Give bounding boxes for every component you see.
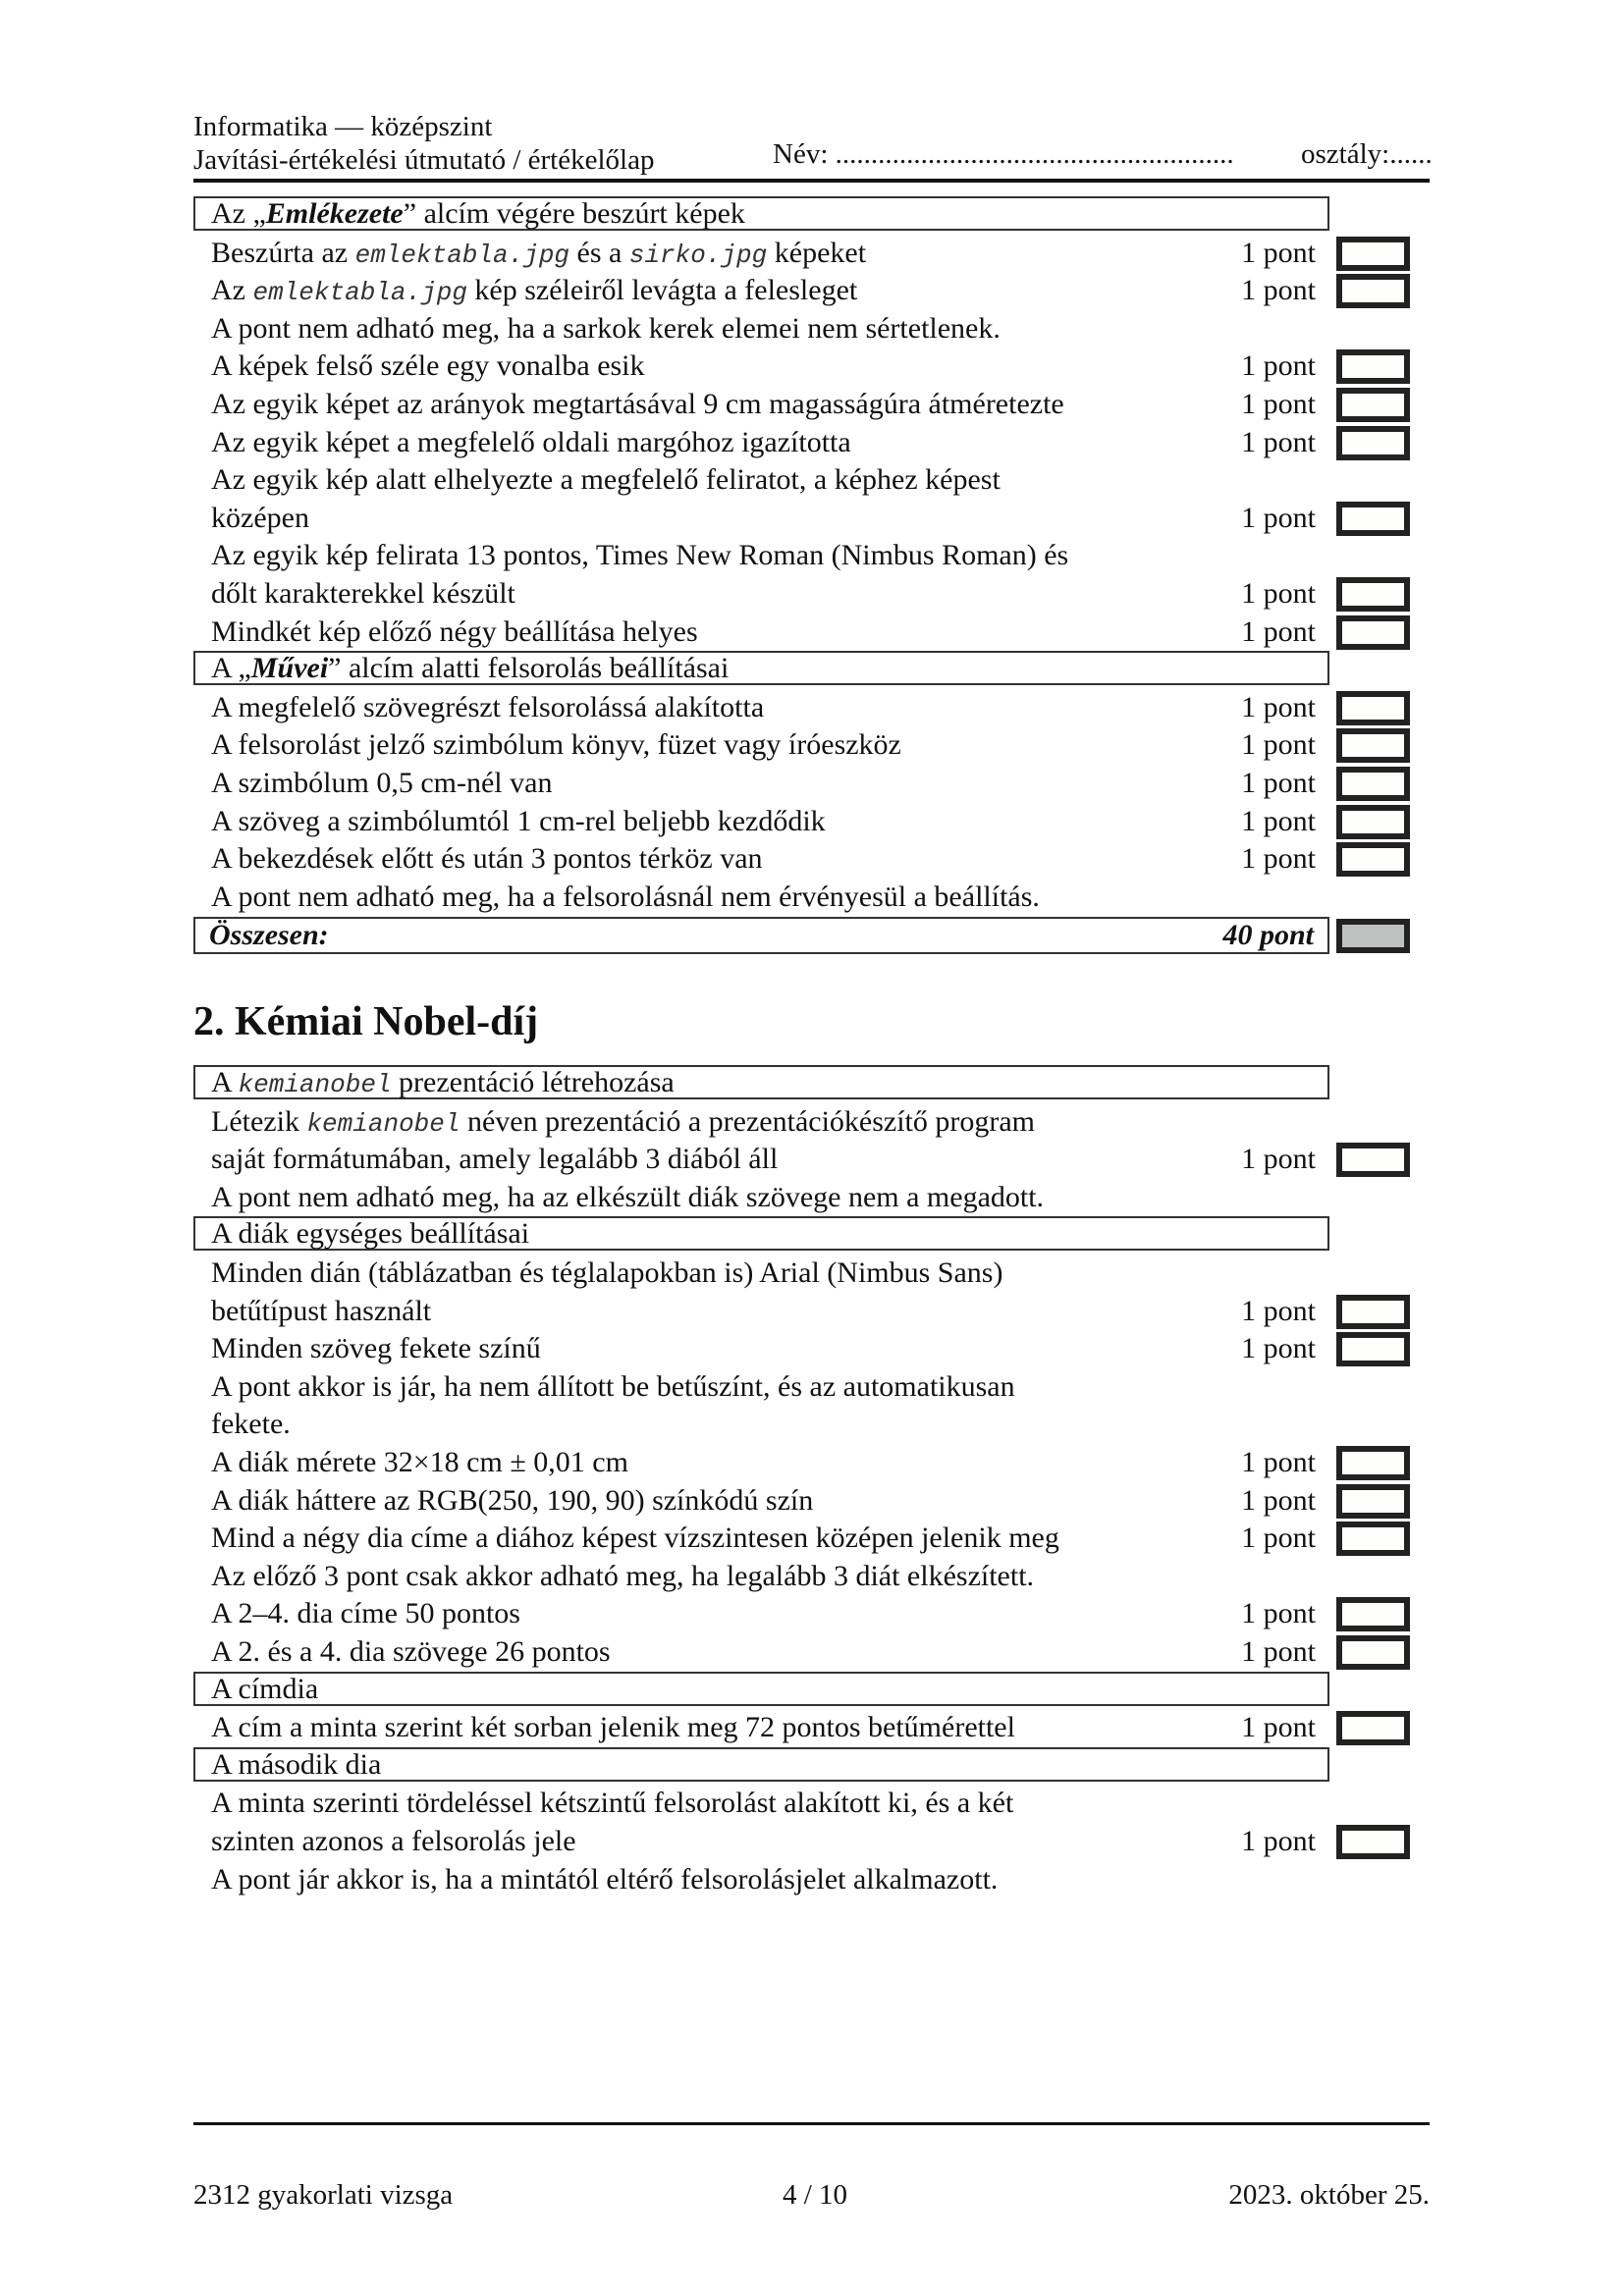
section-header — [193, 1747, 1329, 1782]
text: Az „ — [211, 197, 266, 230]
criterion-text — [211, 1785, 1321, 1822]
text: Az egyik kép alatt elhelyezte a megfelelő feliratot, a képhez képest — [211, 463, 1001, 497]
text: A megfelelő szövegrészt felsorolássá alakította — [211, 690, 765, 723]
criterion-text — [211, 537, 1321, 574]
criterion-text — [211, 1558, 1321, 1595]
section-header — [193, 651, 1329, 685]
text: fekete. — [211, 1408, 291, 1441]
criterion-text — [211, 1255, 1321, 1292]
footer-rule — [193, 2122, 1430, 2125]
text: prezentáció létrehozása — [391, 1066, 675, 1098]
criterion-text — [211, 575, 1321, 613]
score-box[interactable] — [1336, 1143, 1410, 1177]
text: A „ — [211, 652, 251, 685]
subtitle-name: Művei — [250, 652, 329, 685]
criterion-text — [211, 1823, 1321, 1860]
criterion-text — [211, 1520, 1321, 1557]
points-label: 1 pont — [1241, 1332, 1316, 1365]
score-box[interactable] — [1336, 615, 1410, 650]
score-box[interactable] — [1336, 1522, 1410, 1556]
text: A pont nem adható meg, ha a felsorolásnál nem érvényesül a beállítás. — [211, 880, 1040, 913]
text: A diák egységes beállításai — [211, 1217, 530, 1251]
points-label: 1 pont — [1241, 349, 1316, 383]
score-box[interactable] — [1336, 767, 1410, 801]
criterion-text — [211, 1709, 1321, 1746]
text: szinten azonos a felsorolás jele — [211, 1825, 576, 1857]
criterion-text — [211, 803, 1321, 840]
text: A pont jár akkor is, ha a mintától eltérő felsorolásjelet alkalmazott. — [211, 1862, 999, 1896]
text: A minta szerinti tördeléssel kétszintű felsorolást alakított ki, és a két — [211, 1787, 1014, 1820]
score-box[interactable] — [1336, 1635, 1410, 1670]
text: Mind a négy dia címe a diához képest vízszintesen középen jelenik meg — [211, 1522, 1059, 1555]
text: A pont nem adható meg, ha az elkészült diák szövege nem a megadott. — [211, 1180, 1045, 1213]
points-label: 1 pont — [1241, 1483, 1316, 1517]
section-heading: 2. Kémiai Nobel-díj — [193, 999, 539, 1044]
score-box[interactable] — [1336, 577, 1410, 612]
footer-page-number: 4 / 10 — [783, 2179, 848, 2211]
text: Az — [211, 274, 253, 307]
footer-date: 2023. október 25. — [1228, 2179, 1430, 2211]
footer-exam: 2312 gyakorlati vizsga — [193, 2179, 454, 2211]
total-label: Összesen: — [209, 919, 329, 952]
text: Az egyik képet a megfelelő oldali margóhoz igazította — [211, 425, 851, 458]
points-label: 1 pont — [1241, 767, 1316, 799]
filename: emlektabla.jpg — [252, 278, 467, 308]
score-box[interactable] — [1336, 502, 1410, 536]
criterion-text — [211, 840, 1321, 878]
criterion-text — [211, 424, 1321, 461]
text: dőlt karakterekkel készült — [211, 577, 515, 610]
points-label: 1 pont — [1241, 501, 1316, 534]
text: Beszúrta az — [211, 236, 355, 269]
text: kép széleiről levágta a felesleget — [466, 274, 858, 307]
criterion-text — [211, 1444, 1321, 1481]
points-label: 1 pont — [1241, 425, 1316, 458]
text: néven prezentáció a prezentációkészítő program — [460, 1104, 1036, 1138]
score-box[interactable] — [1336, 1446, 1410, 1480]
text: A felsorolást jelző szimbólum könyv, füzet vagy íróeszköz — [211, 728, 901, 762]
section-header — [193, 196, 1329, 231]
criterion-text — [211, 1141, 1321, 1178]
criterion-text — [211, 310, 1321, 347]
criterion-text — [211, 347, 1321, 385]
text: betűtípust használt — [211, 1294, 432, 1327]
criterion-text — [211, 1330, 1321, 1367]
text: Minden szöveg fekete színű — [211, 1332, 541, 1365]
subtitle-name: Emlékezete — [265, 197, 404, 230]
section-header — [193, 1216, 1329, 1251]
score-box[interactable] — [1336, 1597, 1410, 1631]
criterion-text — [211, 1293, 1321, 1330]
criterion-text — [211, 614, 1321, 651]
points-label: 1 pont — [1241, 728, 1316, 762]
text: A 2–4. dia címe 50 pontos — [211, 1597, 520, 1630]
points-label: 1 pont — [1241, 842, 1316, 876]
score-box[interactable] — [1336, 805, 1410, 839]
points-label: 1 pont — [1241, 1711, 1316, 1744]
points-label: 1 pont — [1241, 1522, 1316, 1555]
points-label: 1 pont — [1241, 1294, 1316, 1327]
criterion-text — [211, 879, 1321, 916]
criterion-text — [211, 386, 1321, 423]
criterion-text — [211, 726, 1321, 764]
score-box[interactable] — [1336, 426, 1410, 460]
text: A — [211, 1066, 239, 1098]
filename: sirko.jpg — [628, 240, 768, 270]
text: A pont akkor is jár, ha nem állított be betűszínt, és az automatikusan — [211, 1369, 1015, 1403]
text: Az egyik képet az arányok megtartásával 9 cm magasságúra átméretezte — [211, 388, 1064, 420]
text: A cím a minta szerint két sorban jelenik meg 72 pontos betűmérettel — [211, 1711, 1015, 1744]
points-label: 1 pont — [1241, 1446, 1316, 1478]
text: saját formátumában, amely legalább 3 diából áll — [211, 1143, 779, 1176]
score-box[interactable] — [1336, 1825, 1410, 1859]
text: A címdia — [211, 1672, 319, 1705]
text: Létezik — [211, 1104, 307, 1138]
score-box[interactable] — [1336, 274, 1410, 308]
criterion-text — [211, 1179, 1321, 1216]
criterion-text — [211, 1368, 1321, 1406]
text: A pont nem adható meg, ha a sarkok kerek elemei nem sértetlenek. — [211, 311, 1001, 345]
text: A diák mérete 32×18 cm ± 0,01 cm — [211, 1446, 628, 1478]
header-rule — [193, 179, 1430, 183]
points-label: 1 pont — [1241, 1825, 1316, 1857]
score-box[interactable] — [1336, 842, 1410, 877]
score-box[interactable] — [1336, 1295, 1410, 1329]
criterion-text — [211, 765, 1321, 802]
points-label: 1 pont — [1241, 236, 1316, 269]
score-box[interactable] — [1336, 728, 1410, 763]
text: Az előző 3 pont csak akkor adható meg, ha legalább 3 diát elkészített. — [211, 1559, 1035, 1592]
score-box[interactable] — [1336, 691, 1410, 725]
document-type: Javítási-értékelési útmutató / értékelőlap — [193, 144, 655, 176]
score-box[interactable] — [1336, 349, 1410, 384]
section-header — [193, 1672, 1329, 1706]
criterion-text — [211, 1482, 1321, 1520]
score-box[interactable] — [1336, 1484, 1410, 1519]
text: Az egyik kép felirata 13 pontos, Times New Roman (Nimbus Roman) és — [211, 539, 1069, 572]
name-field: Név: ........................................................ — [773, 138, 1234, 170]
text: A szimbólum 0,5 cm-nél van — [211, 767, 553, 799]
criterion-text — [211, 1103, 1321, 1141]
criterion-text — [211, 1861, 1321, 1898]
criterion-text — [211, 1633, 1321, 1671]
points-label: 1 pont — [1241, 804, 1316, 837]
total-row — [193, 917, 1329, 954]
total-value: 40 pont — [1222, 919, 1314, 952]
text: A 2. és a 4. dia szövege 26 pontos — [211, 1635, 611, 1668]
score-box[interactable] — [1336, 1332, 1410, 1366]
text: A második dia — [211, 1747, 382, 1781]
text: képeket — [767, 236, 867, 269]
points-label: 1 pont — [1241, 1143, 1316, 1176]
criterion-text — [211, 461, 1321, 499]
section-header — [193, 1065, 1329, 1099]
criterion-text — [211, 1595, 1321, 1632]
text: A bekezdések előtt és után 3 pontos térköz van — [211, 842, 763, 876]
filename: emlektabla.jpg — [354, 240, 570, 270]
criterion-text — [211, 1406, 1321, 1443]
text: és a — [569, 236, 629, 269]
total-score-box — [1336, 919, 1410, 953]
filename: kemianobel — [238, 1070, 392, 1099]
text: Mindkét kép előző négy beállítása helyes — [211, 614, 698, 648]
filename: kemianobel — [306, 1108, 460, 1139]
points-label: 1 pont — [1241, 577, 1316, 610]
text: Minden dián (táblázatban és téglalapokban is) Arial (Nimbus Sans) — [211, 1256, 1003, 1289]
points-label: 1 pont — [1241, 690, 1316, 723]
text: A szöveg a szimbólumtól 1 cm-rel beljebb kezdődik — [211, 804, 826, 837]
points-label: 1 pont — [1241, 274, 1316, 307]
points-label: 1 pont — [1241, 614, 1316, 648]
score-box[interactable] — [1336, 1711, 1410, 1745]
text: A képek felső széle egy vonalba esik — [211, 349, 645, 383]
text: A diák háttere az RGB(250, 190, 90) színkódú szín — [211, 1483, 814, 1517]
criterion-text — [211, 500, 1321, 537]
points-label: 1 pont — [1241, 1635, 1316, 1668]
text: ” alcím alatti felsorolás beállításai — [328, 652, 730, 685]
points-label: 1 pont — [1241, 388, 1316, 420]
criterion-text — [211, 689, 1321, 726]
criterion-text — [211, 235, 1321, 272]
criterion-text — [211, 272, 1321, 309]
score-box[interactable] — [1336, 237, 1410, 271]
score-box[interactable] — [1336, 388, 1410, 422]
subject-title: Informatika — középszint — [193, 111, 493, 142]
text: ” alcím végére beszúrt képek — [403, 197, 745, 230]
class-field: osztály:...... — [1301, 138, 1433, 170]
text: középen — [211, 501, 309, 534]
points-label: 1 pont — [1241, 1597, 1316, 1630]
